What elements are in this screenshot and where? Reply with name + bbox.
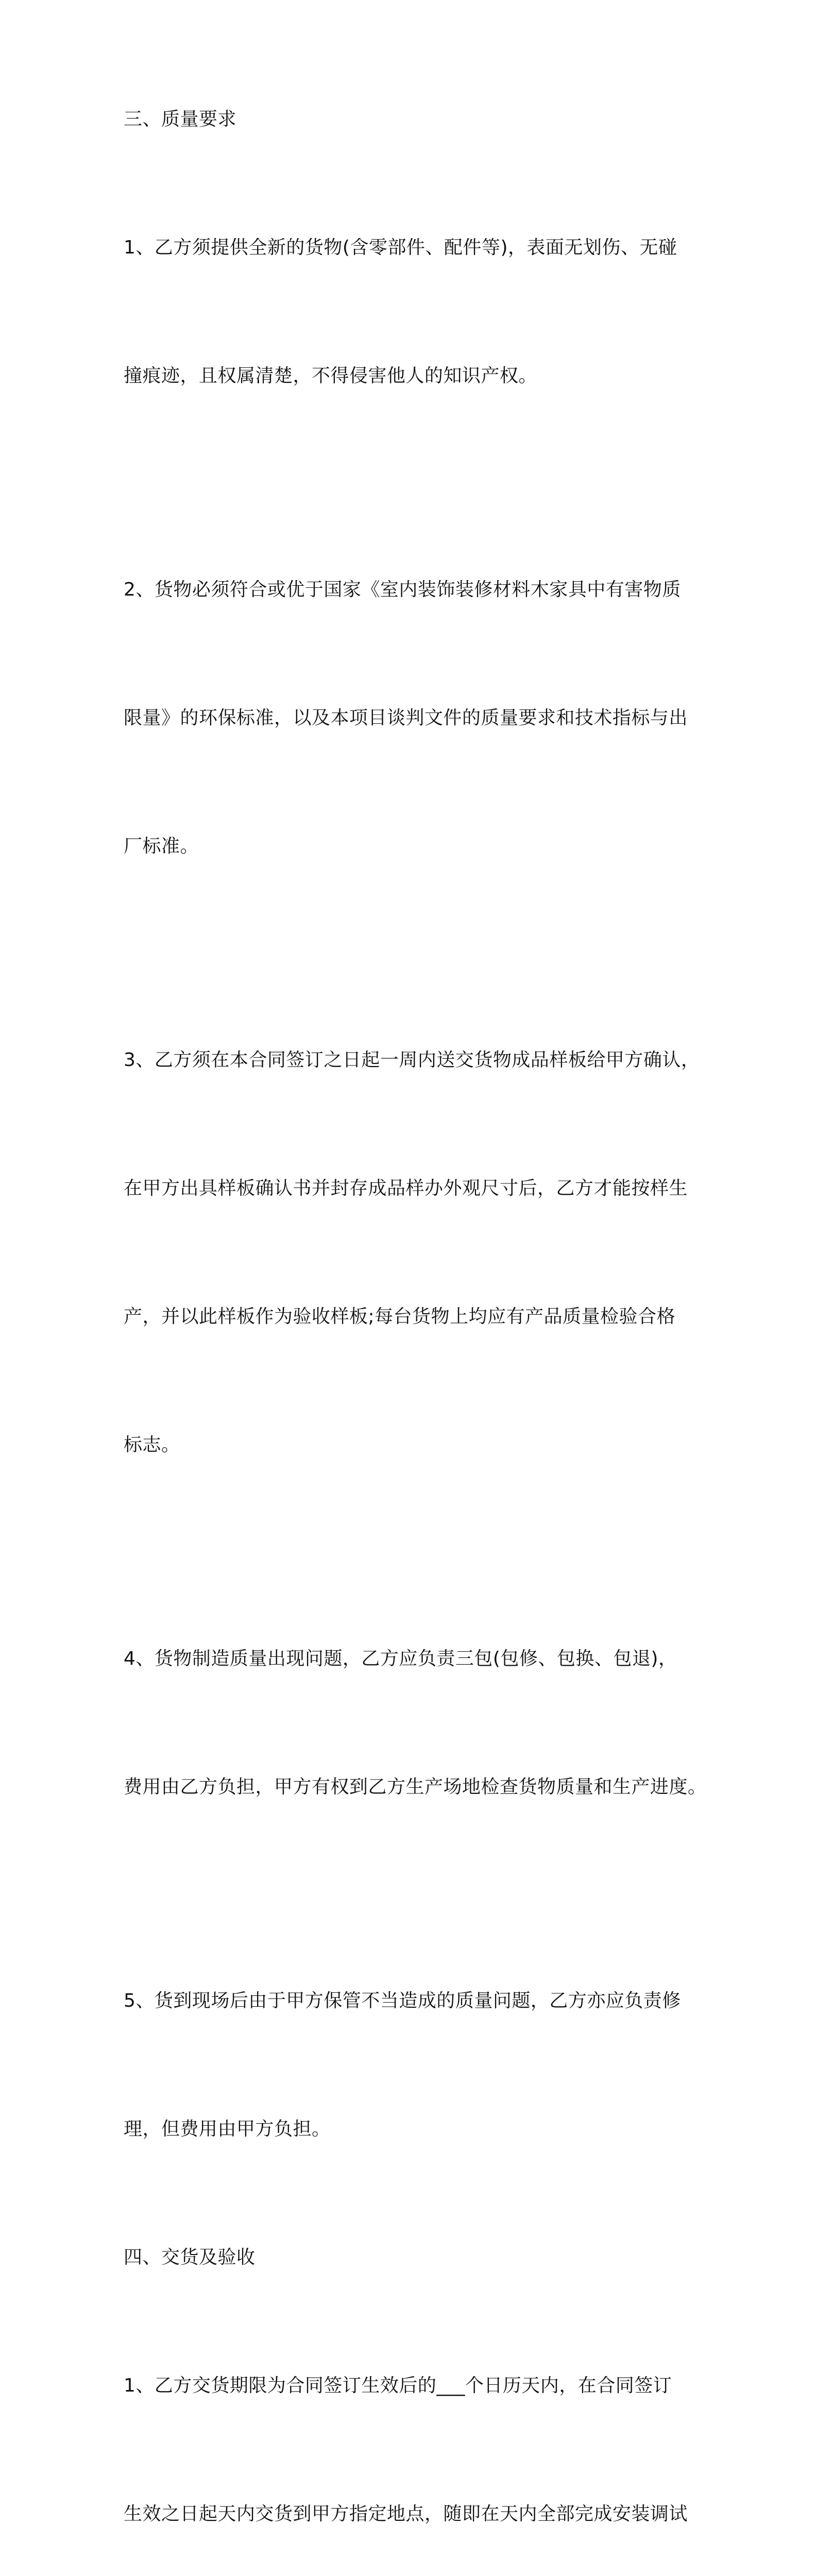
text-line: 标志。 [124, 1434, 180, 1455]
text-line: 费用由乙方负担，甲方有权到乙方生产场地检查货物质量和生产进度。 [124, 1776, 707, 1798]
text-line: 3、乙方须在本合同签订之日起一周内送交货物成品样板给甲方确认， [124, 1049, 700, 1071]
section-heading-delivery: 四、交货及验收 [124, 2247, 256, 2268]
document-body [124, 98, 706, 2576]
text-line: 在甲方出具样板确认书并封存成品样办外观尺寸后，乙方才能按样生 [124, 1178, 688, 1199]
text-line: 理，但费用由甲方负担。 [124, 2119, 331, 2140]
text-line: 产，并以此样板作为验收样板;每台货物上均应有产品质量检验合格 [124, 1306, 676, 1327]
section-heading-quality: 三、质量要求 [124, 109, 237, 130]
clause-3-2 [124, 483, 706, 953]
text-line: 5、货到现场后由于甲方保管不当造成的质量问题，乙方亦应负责修 [124, 1990, 681, 2011]
text-line: 限量》的环保标准，以及本项目谈判文件的质量要求和技术指标与出 [124, 707, 688, 728]
clause-3-3 [124, 953, 706, 1552]
clause-4-1 [124, 2279, 706, 2576]
text-line: 撞痕迹，且权属清楚，不得侵害他人的知识产权。 [124, 365, 538, 386]
text-line: 2、货物必须符合或优于国家《室内装饰装修材料木家具中有害物质 [124, 579, 681, 600]
clause-3-1 [124, 141, 706, 483]
clause-3-5 [124, 1894, 706, 2236]
text-line: 1、乙方须提供全新的货物(含零部件、配件等)，表面无划伤、无碰 [124, 237, 677, 258]
text-line: 1、乙方交货期限为合同签订生效后的___个日历天内，在合同签订 [124, 2375, 672, 2396]
text-line: 生效之日起天内交货到甲方指定地点，随即在天内全部完成安装调试 [124, 2503, 688, 2524]
clause-3-4 [124, 1552, 706, 1894]
text-line: 厂标准。 [124, 836, 199, 857]
text-line: 4、货物制造质量出现问题，乙方应负责三包(包修、包换、包退)， [124, 1648, 677, 1669]
